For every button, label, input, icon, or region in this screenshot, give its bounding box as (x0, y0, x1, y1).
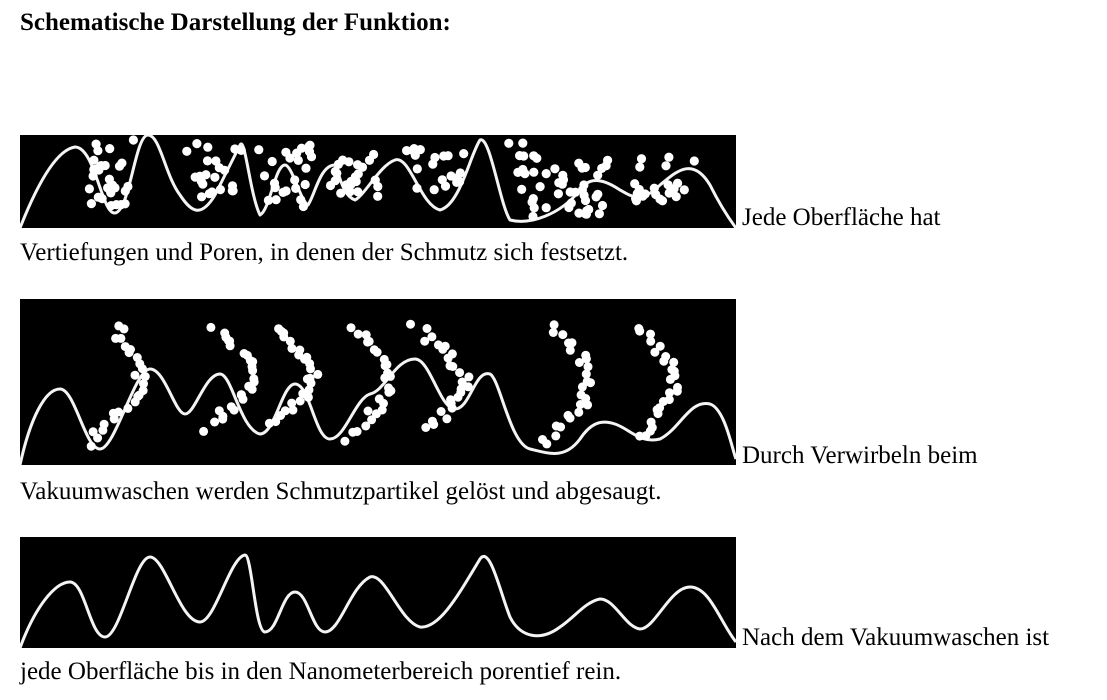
dirt-particle (430, 185, 439, 194)
dirt-particle (114, 408, 123, 417)
dirt-particle (375, 394, 384, 403)
step-3-caption-line-1: Nach dem Vakuumwaschen ist (742, 624, 1050, 651)
dirt-particle (530, 203, 539, 212)
dirt-particle (519, 151, 528, 160)
dirt-particle (635, 162, 644, 171)
dirt-particle (281, 406, 290, 415)
dirt-particle (595, 209, 604, 218)
dirt-particle (437, 407, 446, 416)
dirt-particle (301, 180, 310, 189)
dirt-particle (199, 427, 208, 436)
dirt-particle (538, 435, 547, 444)
dirt-particle (271, 183, 280, 192)
dirt-particle (602, 161, 611, 170)
dirt-particle (123, 404, 132, 413)
dirt-particle (542, 203, 551, 212)
clean-surface-illustration (20, 537, 736, 648)
dirt-particle (581, 351, 590, 360)
dirt-particle (661, 161, 670, 170)
dirt-particle (299, 202, 308, 211)
swirling-dirt-svg (20, 299, 736, 465)
dirt-particle (249, 374, 258, 383)
dirt-particle (305, 147, 314, 156)
dirt-particle (551, 431, 560, 440)
dirt-particle (334, 160, 343, 169)
dirt-particle (550, 164, 559, 173)
dirt-particle (294, 156, 303, 165)
dirt-particle (133, 353, 142, 362)
dirt-particle (517, 185, 526, 194)
dirt-particle (100, 420, 109, 429)
step-2-caption-line-2: Vakuumwaschen werden Schmutzpartikel gelöst und abgesaugt. (20, 478, 662, 505)
dirt-particle (197, 192, 206, 201)
dirt-particle (210, 173, 219, 182)
dirt-particle (549, 328, 558, 337)
dirt-particle (114, 321, 123, 330)
dirt-particle (574, 209, 583, 218)
dirt-particle (632, 196, 641, 205)
dirt-particle (369, 150, 378, 159)
dirt-particle (353, 187, 362, 196)
dirt-particle (220, 329, 229, 338)
dirt-particle (203, 143, 212, 152)
dirt-particle (564, 411, 573, 420)
dirt-particle (192, 139, 201, 148)
dirt-particle (291, 184, 300, 193)
dirt-particle (268, 157, 277, 166)
dirt-particle (416, 145, 425, 154)
dirt-particle (578, 185, 587, 194)
dirt-particle (87, 442, 96, 451)
dirt-particle (554, 189, 563, 198)
dirt-particle (92, 140, 101, 149)
surface-with-dirt-illustration (20, 135, 736, 228)
dirt-particle (542, 169, 551, 178)
dirt-particle (347, 323, 356, 332)
dirt-particle (141, 372, 150, 381)
dirt-particle (131, 371, 140, 380)
dirt-particle (581, 163, 590, 172)
dirt-particle (216, 185, 225, 194)
dirt-particle (260, 171, 269, 180)
dirt-particle (129, 135, 138, 144)
dirt-particle (121, 342, 130, 351)
dirt-particle (528, 212, 537, 221)
dirt-particle (690, 156, 699, 165)
dirt-particle (111, 334, 120, 343)
dirt-particle (210, 418, 219, 427)
dirt-particle (287, 399, 296, 408)
dirt-particle (380, 355, 389, 364)
dirt-particle (439, 151, 448, 160)
dirt-particle (536, 182, 545, 191)
dirt-particle (529, 151, 538, 160)
dirt-particle (529, 194, 538, 203)
surface-profile-line (20, 555, 736, 648)
dirt-particle (673, 383, 682, 392)
step-2-caption-line-1: Durch Verwirbeln beim (742, 442, 978, 469)
dirt-particle (438, 175, 447, 184)
clean-surface-svg (20, 537, 736, 648)
dirt-particle (107, 201, 116, 210)
dirt-particle (101, 161, 110, 170)
dirt-particle (446, 361, 455, 370)
dirt-particle (459, 149, 468, 158)
dirt-particle (198, 180, 207, 189)
dirt-particle (504, 139, 513, 148)
dirt-particle (423, 324, 432, 333)
dirt-particle (105, 144, 114, 153)
step-1-caption-line-1: Jede Oberfläche hat (742, 204, 941, 231)
dirt-particle (237, 146, 246, 155)
diagram-title: Schematische Darstellung der Funktion: (20, 9, 451, 36)
dirt-particle (442, 414, 451, 423)
dirt-particle (661, 352, 670, 361)
dirt-particle (406, 320, 415, 329)
dirt-particle (370, 345, 379, 354)
dirt-particle (279, 188, 288, 197)
dirt-particle (227, 402, 236, 411)
dirt-particle (229, 186, 238, 195)
dirt-particle (529, 168, 538, 177)
dirt-particle (574, 408, 583, 417)
dirt-particle (669, 358, 678, 367)
dirt-particle (353, 427, 362, 436)
dirt-particle (384, 383, 393, 392)
dirt-particle (364, 407, 373, 416)
dirt-particle (326, 181, 335, 190)
dirt-particle (412, 184, 421, 193)
dirt-particle (237, 390, 246, 399)
dirt-particle (274, 324, 283, 333)
dirt-particle (637, 154, 646, 163)
dirt-particle (518, 139, 527, 148)
dirt-particle (647, 418, 656, 427)
dirt-particle (664, 180, 673, 189)
dirt-particle (593, 190, 602, 199)
dirt-particle (105, 175, 114, 184)
dirt-particle (254, 145, 263, 154)
dirt-particle (373, 182, 382, 191)
step-1-caption-line-2: Vertiefungen und Poren, in denen der Schmutz sich festsetzt. (20, 239, 629, 266)
dirt-particle (428, 417, 437, 426)
dirt-particle (290, 175, 299, 184)
dirt-particle (301, 164, 310, 173)
dirt-particle (672, 192, 681, 201)
dirt-particle (513, 168, 522, 177)
dirt-particle (121, 199, 130, 208)
dirt-particle (634, 324, 643, 333)
dirt-particle (354, 330, 363, 339)
dirt-particle (264, 196, 273, 205)
dirt-particle (240, 349, 249, 358)
dirt-particle (651, 190, 660, 199)
step-3-caption-line-2: jede Oberfläche bis in den Nanometerbereich porentief rein. (20, 658, 622, 685)
dirt-particle (428, 160, 437, 169)
dirt-particle (665, 388, 674, 397)
dirt-particle (413, 164, 422, 173)
dirt-particle (448, 349, 457, 358)
dirt-particle (598, 201, 607, 210)
dirt-particle (577, 390, 586, 399)
dirt-particles (85, 135, 699, 221)
dirt-particle (201, 170, 210, 179)
dirt-particle (215, 406, 224, 415)
dirt-particle (635, 185, 644, 194)
dirt-particle (584, 362, 593, 371)
surface-with-dirt-svg (20, 135, 736, 228)
dirt-particle (455, 368, 464, 377)
dirt-particle (421, 423, 430, 432)
dirt-particle (554, 178, 563, 187)
dirt-particle (584, 205, 593, 214)
dirt-particle (87, 199, 96, 208)
dirt-particle (552, 422, 561, 431)
dirt-particle (680, 185, 689, 194)
dirt-particle (340, 437, 349, 446)
dirt-particle (123, 182, 132, 191)
dirt-particle (447, 171, 456, 180)
dirt-particle (427, 332, 436, 341)
dirt-particle (302, 353, 311, 362)
dirt-particle (373, 192, 382, 201)
dirt-particle (191, 173, 200, 182)
dirt-particle (89, 171, 98, 180)
dirt-particle (85, 184, 94, 193)
dirt-particle (306, 374, 315, 383)
dirt-particle (434, 340, 443, 349)
dirt-particle (313, 370, 322, 379)
dirt-particle (206, 323, 215, 332)
dirt-particle (203, 156, 212, 165)
dirt-particle (464, 372, 473, 381)
dirt-particle (347, 177, 356, 186)
dirt-particle (656, 342, 665, 351)
dirt-particle (664, 153, 673, 162)
dirt-particle (455, 177, 464, 186)
dirt-particle (567, 199, 576, 208)
dirt-particle (362, 330, 371, 339)
dirt-particle (402, 146, 411, 155)
dirt-particle (564, 339, 573, 348)
dirt-particle (98, 194, 107, 203)
swirling-dirt-illustration (20, 299, 736, 465)
dirt-particle (182, 147, 191, 156)
dirt-particle (558, 330, 567, 339)
dirt-particle (295, 346, 304, 355)
dirt-particle (456, 168, 465, 177)
dirt-particle (89, 427, 98, 436)
dirt-particle (353, 160, 362, 169)
dirt-particle (550, 320, 559, 329)
dirt-particle (115, 162, 124, 171)
dirt-particle (215, 163, 224, 172)
dirt-particle (336, 189, 345, 198)
dirt-particle (646, 330, 655, 339)
